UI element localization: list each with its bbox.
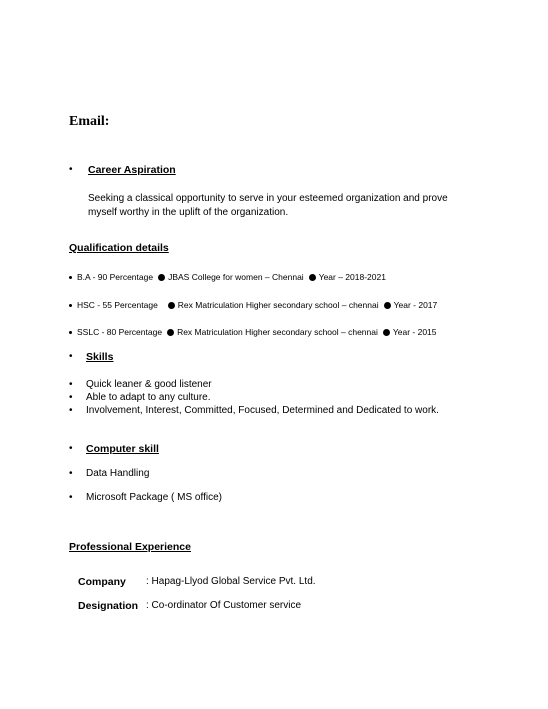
bullet-icon: • [69,392,73,403]
designation-value: : Co-ordinator Of Customer service [146,600,302,611]
qualification-row [69,327,437,337]
qualification-institution: Rex Matriculation Higher secondary school – chennai [177,300,379,310]
qualification-year: Year - 2017 [393,300,438,310]
career-line-2: myself worthy in the uplift of the organization. [88,207,289,218]
computer-item: Microsoft Package ( MS office) [86,492,222,503]
qualification-degree: SSLC - 80 Percentage [77,327,163,337]
bullet-dot-icon [384,302,391,309]
qualification-year: Year - 2015 [392,327,437,337]
bullet-icon: • [69,164,73,175]
qualification-row [69,272,386,282]
bullet-dot-icon [309,274,316,281]
bullet-icon: • [69,405,73,416]
bullet-icon: • [69,351,73,362]
bullet-icon: • [69,468,73,479]
company-value: : Hapag-Llyod Global Service Pvt. Ltd. [146,576,316,587]
qualification-row [69,300,437,310]
small-bullet-icon [69,276,72,279]
qualification-degree: B.A - 90 Percentage [77,272,154,282]
small-bullet-icon [69,331,72,334]
small-bullet-icon [69,304,72,307]
bullet-dot-icon [383,329,390,336]
skills-heading: Skills [86,351,114,363]
qualification-degree: HSC - 55 Percentage [77,300,158,310]
bullet-icon: • [69,492,73,503]
skill-item: Quick leaner & good listener [86,379,212,390]
qualification-heading: Qualification details [69,242,169,254]
qualification-year: Year – 2018-2021 [318,272,386,282]
skill-item: Involvement, Interest, Committed, Focused, Determined and Dedicated to work. [86,405,439,416]
company-label: Company [78,576,126,588]
computer-item: Data Handling [86,468,150,479]
qualification-institution: JBAS College for women – Chennai [168,272,304,282]
bullet-dot-icon [158,274,165,281]
bullet-dot-icon [167,329,174,336]
email-label: Email: [69,114,110,129]
bullet-icon: • [69,443,73,454]
qualification-institution: Rex Matriculation Higher secondary school – chennai [177,327,378,337]
designation-label: Designation [78,600,139,612]
skill-item: Able to adapt to any culture. [86,392,211,403]
bullet-icon: • [69,379,73,390]
bullet-dot-icon [168,302,175,309]
career-heading: Career Aspiration [88,164,176,176]
computer-heading: Computer skill [86,443,159,455]
career-line-1: Seeking a classical opportunity to serve in your esteemed organization and prove [88,193,448,204]
experience-heading: Professional Experience [69,541,191,553]
